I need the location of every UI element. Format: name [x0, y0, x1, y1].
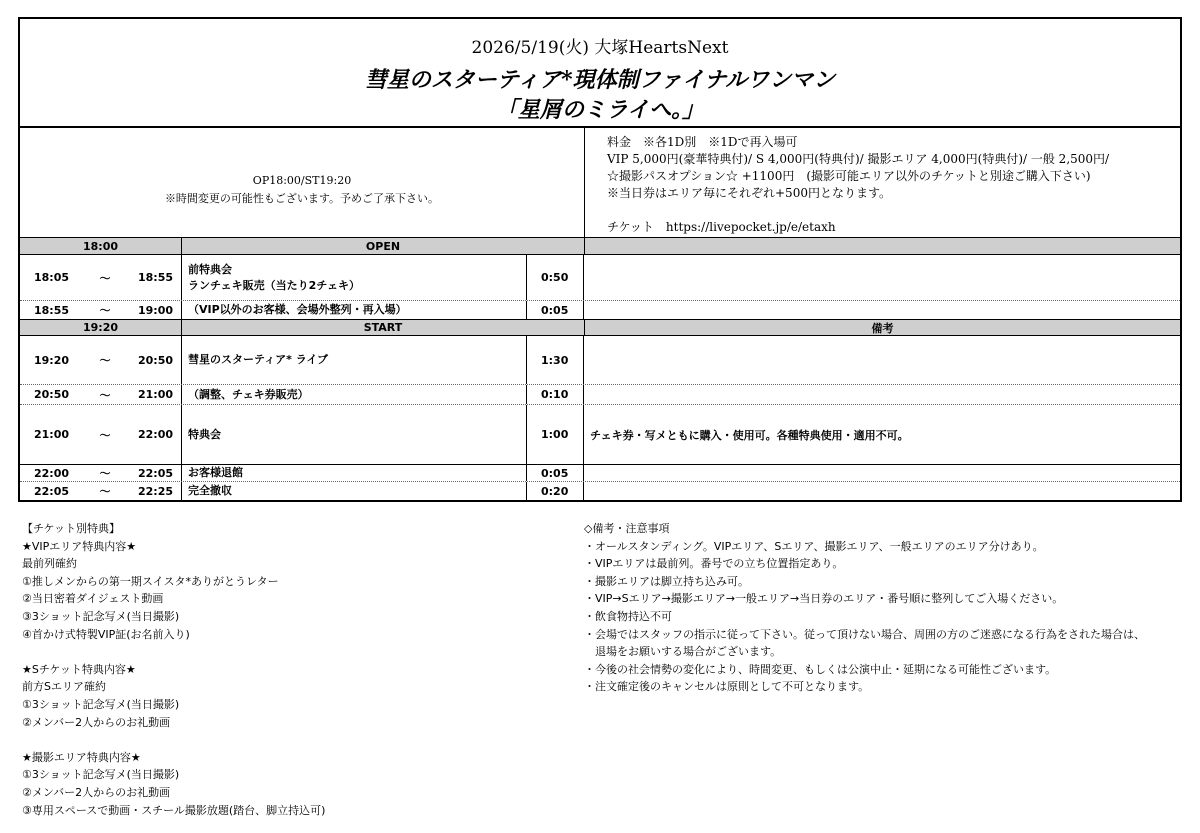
end-time: 22:00 — [120, 405, 182, 464]
activity — [182, 405, 527, 464]
event-title: 彗星のスターティア*現体制ファイナルワンマン — [364, 67, 836, 93]
vip-bonus-title: ★VIPエリア特典内容★ — [22, 539, 137, 553]
bonus-line: ①推しメンからの第一期スイスタ*ありがとうレター — [22, 574, 279, 588]
end-time: 22:05 — [120, 465, 182, 481]
end-time: 18:55 — [120, 255, 182, 300]
remark-line: ・会場ではスタッフの指示に従って下さい。従って頂けない場合、周囲の方のご迷惑になる行為をされた場合は、 — [584, 627, 1145, 641]
activity — [182, 255, 527, 300]
duration: 0:20 — [527, 482, 584, 500]
open-label: OPEN — [365, 239, 401, 253]
table-row — [20, 301, 1180, 319]
time-change-notice: ※時間変更の可能性もございます。予めご了承下さい。 — [164, 192, 440, 205]
note — [584, 482, 1180, 500]
open-start-times: OP18:00/ST19:20 — [252, 174, 352, 187]
activity-line: 前特典会 — [188, 262, 232, 276]
tilde: ～ — [99, 354, 111, 367]
activity-line: ランチェキ販売（当たり2チェキ） — [188, 278, 360, 292]
open-header-row — [20, 238, 1180, 255]
activity — [182, 336, 527, 384]
open-time: 18:00 — [20, 238, 182, 254]
tilde: ～ — [99, 271, 111, 285]
note — [584, 465, 1180, 481]
schedule-table — [20, 238, 1180, 500]
activity-line: 特典会 — [188, 427, 221, 441]
table-row — [20, 255, 1180, 301]
table-row — [20, 482, 1180, 500]
start-time: 19:20 — [34, 353, 70, 367]
duration: 1:00 — [527, 405, 584, 464]
bonus-line: ②当日密着ダイジェスト動画 — [22, 592, 164, 606]
event-header — [20, 19, 1180, 128]
activity — [182, 465, 527, 481]
start-time: 18:05 — [34, 271, 70, 284]
s-bonus-title: ★Sチケット特典内容★ — [22, 662, 136, 676]
pricing-line: ※当日券はエリア毎にそれぞれ+500円となります。 — [607, 186, 892, 200]
activity — [182, 482, 527, 500]
start-time-header: 19:20 — [20, 320, 182, 335]
bonus-line: ④首かけ式特製VIP証(お名前入り) — [22, 627, 190, 641]
open-remark-cell — [584, 238, 1180, 254]
tilde: ～ — [99, 304, 111, 317]
remark-line: 退場をお願いする場合がございます。 — [584, 645, 782, 659]
remark-line: ・VIP→Sエリア→撮影エリア→一般エリア→当日券のエリア・番号順に整列してご入場ください。 — [584, 592, 1064, 606]
remark-line: ・飲食物持込不可 — [584, 609, 672, 623]
remark-line: ・オールスタンディング。VIPエリア、Sエリア、撮影エリア、一般エリアのエリア分けあり。 — [584, 539, 1044, 553]
remark-line: ・注文確定後のキャンセルは原則として不可となります。 — [584, 680, 870, 694]
duration: 0:05 — [527, 465, 584, 481]
bonus-line: 最前列確約 — [22, 557, 77, 571]
start-time: 21:00 — [34, 428, 70, 441]
bonus-line: ①3ショット記念写メ(当日撮影) — [22, 697, 180, 711]
duration: 0:10 — [527, 385, 584, 404]
event-info — [20, 128, 1180, 238]
bonus-heading: 【チケット別特典】 — [22, 522, 121, 535]
tilde: ～ — [99, 485, 111, 498]
bonus-line: 前方Sエリア確約 — [22, 680, 106, 694]
activity-line: 彗星のスターティア* ライブ — [188, 353, 329, 366]
end-time: 19:00 — [120, 301, 182, 319]
activity-line: （調整、チェキ券販売） — [188, 387, 309, 401]
bonus-line: ③3ショット記念写メ(当日撮影) — [22, 609, 180, 623]
remarks-section — [584, 520, 1184, 696]
start-label: START — [363, 321, 403, 334]
start-time: 22:05 — [34, 484, 70, 498]
end-time: 21:00 — [120, 385, 182, 404]
photo-bonus-title: ★撮影エリア特典内容★ — [22, 750, 141, 764]
activity-line: （VIP以外のお客様、会場外整列・再入場） — [188, 303, 407, 316]
table-row — [20, 385, 1180, 405]
time-info — [20, 128, 585, 238]
activity-line: お客様退館 — [188, 466, 243, 479]
remark-line: ・VIPエリアは最前列。番号での立ち位置指定あり。 — [584, 557, 844, 571]
duration: 0:05 — [527, 301, 584, 319]
duration: 0:50 — [527, 255, 584, 300]
remarks-heading: ◇備考・注意事項 — [584, 522, 670, 535]
start-header-row — [20, 319, 1180, 336]
event-date-venue: 2026/5/19(火) 大塚HeartsNext — [471, 38, 729, 58]
note — [584, 301, 1180, 319]
tilde: ～ — [99, 428, 111, 442]
activity-line: 完全撤収 — [188, 484, 232, 497]
tilde: ～ — [99, 388, 111, 402]
end-time: 22:25 — [120, 482, 182, 500]
table-row — [20, 336, 1180, 385]
activity — [182, 301, 527, 319]
bonus-line: ②メンバー2人からのお礼動画 — [22, 715, 171, 729]
event-subtitle: 「星屑のミライへ。」 — [495, 97, 705, 123]
pricing-line: VIP 5,000円(豪華特典付)/ S 4,000円(特典付)/ 撮影エリア 4,000円(特典付)/ 一般 2,500円/ — [607, 152, 1110, 166]
start-time: 18:55 — [34, 303, 70, 317]
activity — [182, 385, 527, 404]
remarks-header: 備考 — [584, 320, 1180, 335]
duration: 1:30 — [527, 336, 584, 384]
ticket-link[interactable]: チケット https://livepocket.jp/e/etaxh — [607, 220, 836, 234]
start-time: 22:00 — [34, 466, 70, 480]
schedule-sheet — [18, 17, 1182, 502]
ticket-bonus-section — [22, 520, 562, 819]
bonus-line: ①3ショット記念写メ(当日撮影) — [22, 768, 180, 782]
table-row — [20, 405, 1180, 465]
remark-line: ・撮影エリアは脚立持ち込み可。 — [584, 574, 749, 588]
pricing-line: ☆撮影パスオプション☆ +1100円 (撮影可能エリア以外のチケットと別途ご購入下さい) — [607, 169, 1091, 183]
note: チェキ券・写メともに購入・使用可。各種特典使用・適用不可。 — [590, 428, 909, 442]
tilde: ～ — [99, 467, 111, 480]
pricing-line: 料金 ※各1D別 ※1Dで再入場可 — [607, 135, 798, 149]
start-time: 20:50 — [34, 388, 70, 401]
remark-line: ・今後の社会情勢の変化により、時間変更、もしくは公演中止・延期になる可能性ございます。 — [584, 662, 1057, 676]
pricing-info — [585, 128, 1180, 238]
end-time: 20:50 — [120, 336, 182, 384]
note — [584, 255, 1180, 300]
note — [584, 385, 1180, 404]
bonus-line: ③専用スペースで動画・スチール撮影放題(踏台、脚立持込可) — [22, 803, 326, 817]
table-row — [20, 465, 1180, 482]
note — [584, 336, 1180, 384]
bonus-line: ②メンバー2人からのお礼動画 — [22, 785, 171, 799]
